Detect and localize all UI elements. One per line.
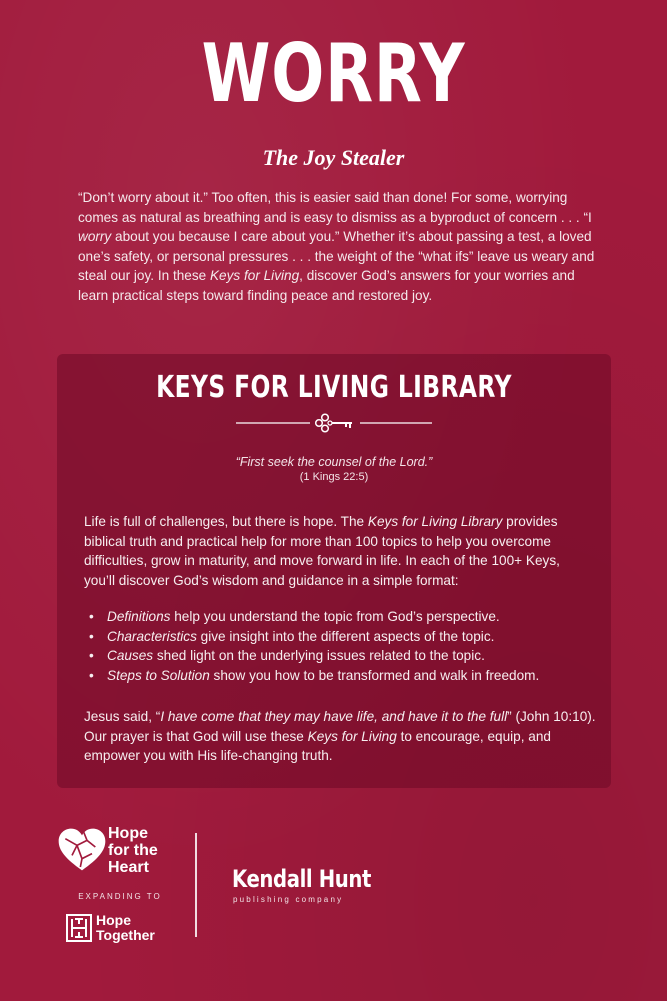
- bullet-icon: •: [89, 628, 94, 644]
- intro-text-3: , discover God’s answers for your worries and learn practical steps toward finding peace and restored joy.: [78, 268, 575, 303]
- library-panel: [57, 354, 611, 788]
- closing-emphasis-1: I have come that they may have life, and have it to the full: [160, 709, 508, 724]
- library-text-1: Life is full of challenges, but there is hope. The: [84, 514, 368, 529]
- hope-together-icon: [66, 914, 92, 942]
- feature-text: shed light on the underlying issues related to the topic.: [153, 648, 485, 664]
- closing-emphasis-2: Keys for Living: [307, 728, 397, 744]
- library-emphasis: Keys for Living Library: [367, 514, 503, 529]
- feature-term: Characteristics: [107, 628, 197, 644]
- intro-paragraph: [78, 188, 608, 306]
- intro-emphasis-1: worry: [78, 229, 112, 245]
- list-item: [84, 666, 594, 686]
- bullet-icon: •: [89, 667, 94, 683]
- hope-line-1: Hope: [108, 825, 148, 842]
- hope-line-2: for the: [108, 842, 158, 859]
- feature-list: [84, 607, 594, 685]
- feature-text: help you understand the topic from God’s perspective.: [170, 609, 500, 624]
- scripture-reference: (1 Kings 22:5): [299, 471, 369, 483]
- closing-paragraph: [84, 707, 604, 766]
- list-item: [84, 607, 594, 627]
- hope-together-logo: [96, 913, 155, 943]
- closing-text-1: Jesus said, “: [84, 709, 161, 724]
- kendall-hunt-logo: Kendall Hunt: [232, 865, 371, 893]
- library-description: [84, 512, 594, 590]
- feature-term: Steps to Solution: [107, 667, 210, 683]
- list-item: [84, 627, 594, 647]
- publisher-tagline: publishing company: [233, 895, 344, 904]
- library-title: KEYS FOR LIVING LIBRARY: [156, 370, 512, 405]
- key-icon: [234, 409, 434, 435]
- together-line-1: Hope: [96, 912, 131, 928]
- together-line-2: Together: [96, 927, 155, 943]
- bullet-icon: •: [89, 648, 94, 664]
- intro-emphasis-2: Keys for Living: [209, 268, 300, 284]
- page-title: WORRY: [201, 27, 466, 120]
- feature-text: give insight into the different aspects of the topic.: [196, 628, 495, 644]
- library-text-2: provides biblical truth and practical help for more than 100 topics to help you overcome difficulties, grow in maturity, and move forward in life. In each of the 100+ Keys, you’ll discover God’s wisdom and guidance in a simple format:: [84, 514, 560, 588]
- feature-term: Causes: [107, 648, 154, 664]
- hope-line-3: Heart: [108, 859, 149, 876]
- expanding-to-label: EXPANDING TO: [78, 892, 162, 901]
- feature-term: Definitions: [107, 609, 171, 624]
- page-subtitle: The Joy Stealer: [262, 145, 405, 170]
- list-item: [84, 646, 594, 666]
- footer-divider: [195, 833, 197, 937]
- intro-text-1: “Don’t worry about it.” Too often, this is easier said than done! For some, worrying comes as natural as breathing and is easy to dismiss as a byproduct of concern . . . “I: [78, 190, 592, 225]
- closing-text-3: to encourage, equip, and empower you with His life-changing truth.: [84, 728, 551, 764]
- scripture-quote: “First seek the counsel of the Lord.”: [235, 455, 433, 469]
- hope-for-the-heart-logo: [108, 825, 158, 876]
- bullet-icon: •: [89, 609, 94, 624]
- intro-text-2: about you because I care about you.” Whether it’s about passing a test, a loved one’s safety, or personal pressures . . . the weight of the “what ifs” leave us weary and steal our joy. In these: [78, 229, 595, 284]
- feature-text: show you how to be transformed and walk in freedom.: [209, 667, 540, 683]
- heart-icon: [57, 827, 107, 877]
- closing-text-2: ” (John 10:10). Our prayer is that God will use these: [84, 709, 596, 744]
